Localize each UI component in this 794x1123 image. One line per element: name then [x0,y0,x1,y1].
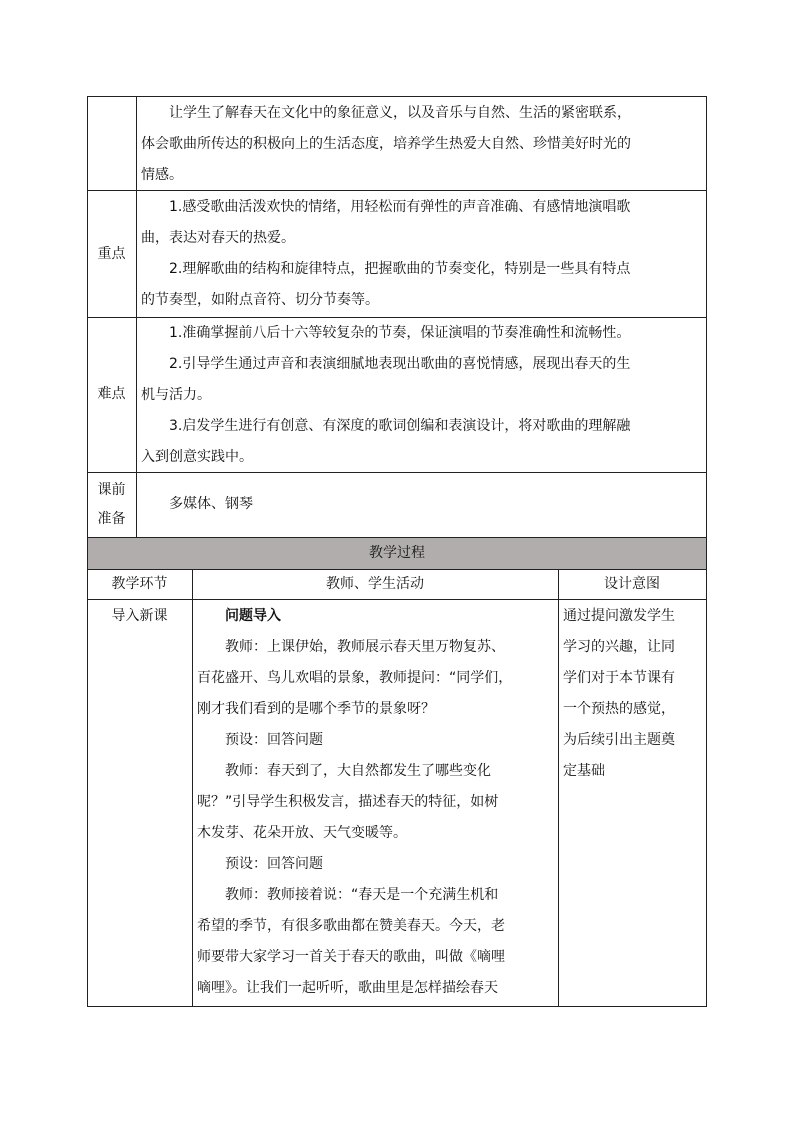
text-line: 3.启发学生进行有创意、有深度的歌词创编和表演设计，将对歌曲的理解融 [169,418,631,434]
text-line: 情感。 [141,167,183,183]
intent-text [563,601,675,787]
text-line: 通过提问激发学生 [563,608,675,624]
column-divider [192,569,193,1007]
text-line: 教师：上课伊始，教师展示春天里万物复苏、 [225,639,505,655]
text-line: 2.引导学生通过声音和表演细腻地表现出歌曲的喜悦情感，展现出春天的生 [169,356,631,372]
process-title-bar [87,537,707,570]
key-points-text [141,192,630,316]
preparation-value: 多媒体、钢琴 [169,496,253,512]
text-line: 的节奏型，如附点音符、切分节奏等。 [141,292,379,308]
text-line: 木发芽、花朵开放、天气变暖等。 [197,825,407,841]
process-title: 教学过程 [369,545,425,561]
text-line: 教师：教师接着说：“春天是一个充满生机和 [225,887,499,903]
text-line: 入到创意实践中。 [141,449,253,465]
text-line: 2.理解歌曲的结构和旋律特点，把握歌曲的节奏变化，特别是一些具有特点 [169,261,631,277]
column-divider [558,569,559,1007]
text-line: 1.准确掌握前八后十六等较复杂的节奏，保证演唱的节奏准确性和流畅性。 [169,325,631,341]
text-line: 问题导入 [225,608,281,624]
text-line: 机与活力。 [141,387,211,403]
text-line: 学们对于本节课有 [563,670,675,686]
text-line: 百花盛开、鸟儿欢唱的景象，教师提问：“同学们， [197,670,513,686]
difficulties-text [141,318,630,473]
text-line: 体会歌曲所传达的积极向上的生活态度，培养学生热爱大自然、珍惜美好时光的 [141,136,631,152]
text-line: 刚才我们看到的是哪个季节的景象呀？ [197,701,435,717]
text-line: 学习的兴趣，让同 [563,639,675,655]
header-intent: 设计意图 [604,576,660,592]
header-activity: 教师、学生活动 [326,576,424,592]
activity-text [197,601,512,1004]
preparation-label-line: 课前 [97,482,126,498]
preparation-label-line: 准备 [97,511,126,527]
stage-name: 导入新课 [111,608,168,624]
text-line: 一个预热的感觉， [563,701,675,717]
text-line: 预设：回答问题 [225,732,323,748]
text-line: 为后续引出主题奠 [563,732,675,748]
text-line: 嘀哩》。让我们一起听听，歌曲里是怎样描绘春天 [197,980,498,996]
difficulties-label: 难点 [97,386,126,402]
text-line: 师要带大家学习一首关于春天的歌曲，叫做《嘀哩 [197,949,505,965]
key-points-label: 重点 [97,246,126,262]
label-column-divider [136,96,137,538]
header-stage: 教学环节 [111,576,168,592]
goals-text [141,98,631,191]
preparation-label [87,476,136,534]
text-line: 教师：春天到了，大自然都发生了哪些变化 [225,763,491,779]
text-line: 希望的季节，有很多歌曲都在赞美春天。今天，老 [197,918,505,934]
text-line: 定基础 [563,763,605,779]
text-line: 让学生了解春天在文化中的象征意义，以及音乐与自然、生活的紧密联系， [169,105,631,121]
text-line: 曲，表达对春天的热爱。 [141,230,295,246]
text-line: 预设：回答问题 [225,856,323,872]
text-line: 呢？”引导学生积极发言，描述春天的特征，如树 [197,794,499,810]
text-line: 1.感受歌曲活泼欢快的情绪，用轻松而有弹性的声音准确、有感情地演唱歌 [169,199,631,215]
